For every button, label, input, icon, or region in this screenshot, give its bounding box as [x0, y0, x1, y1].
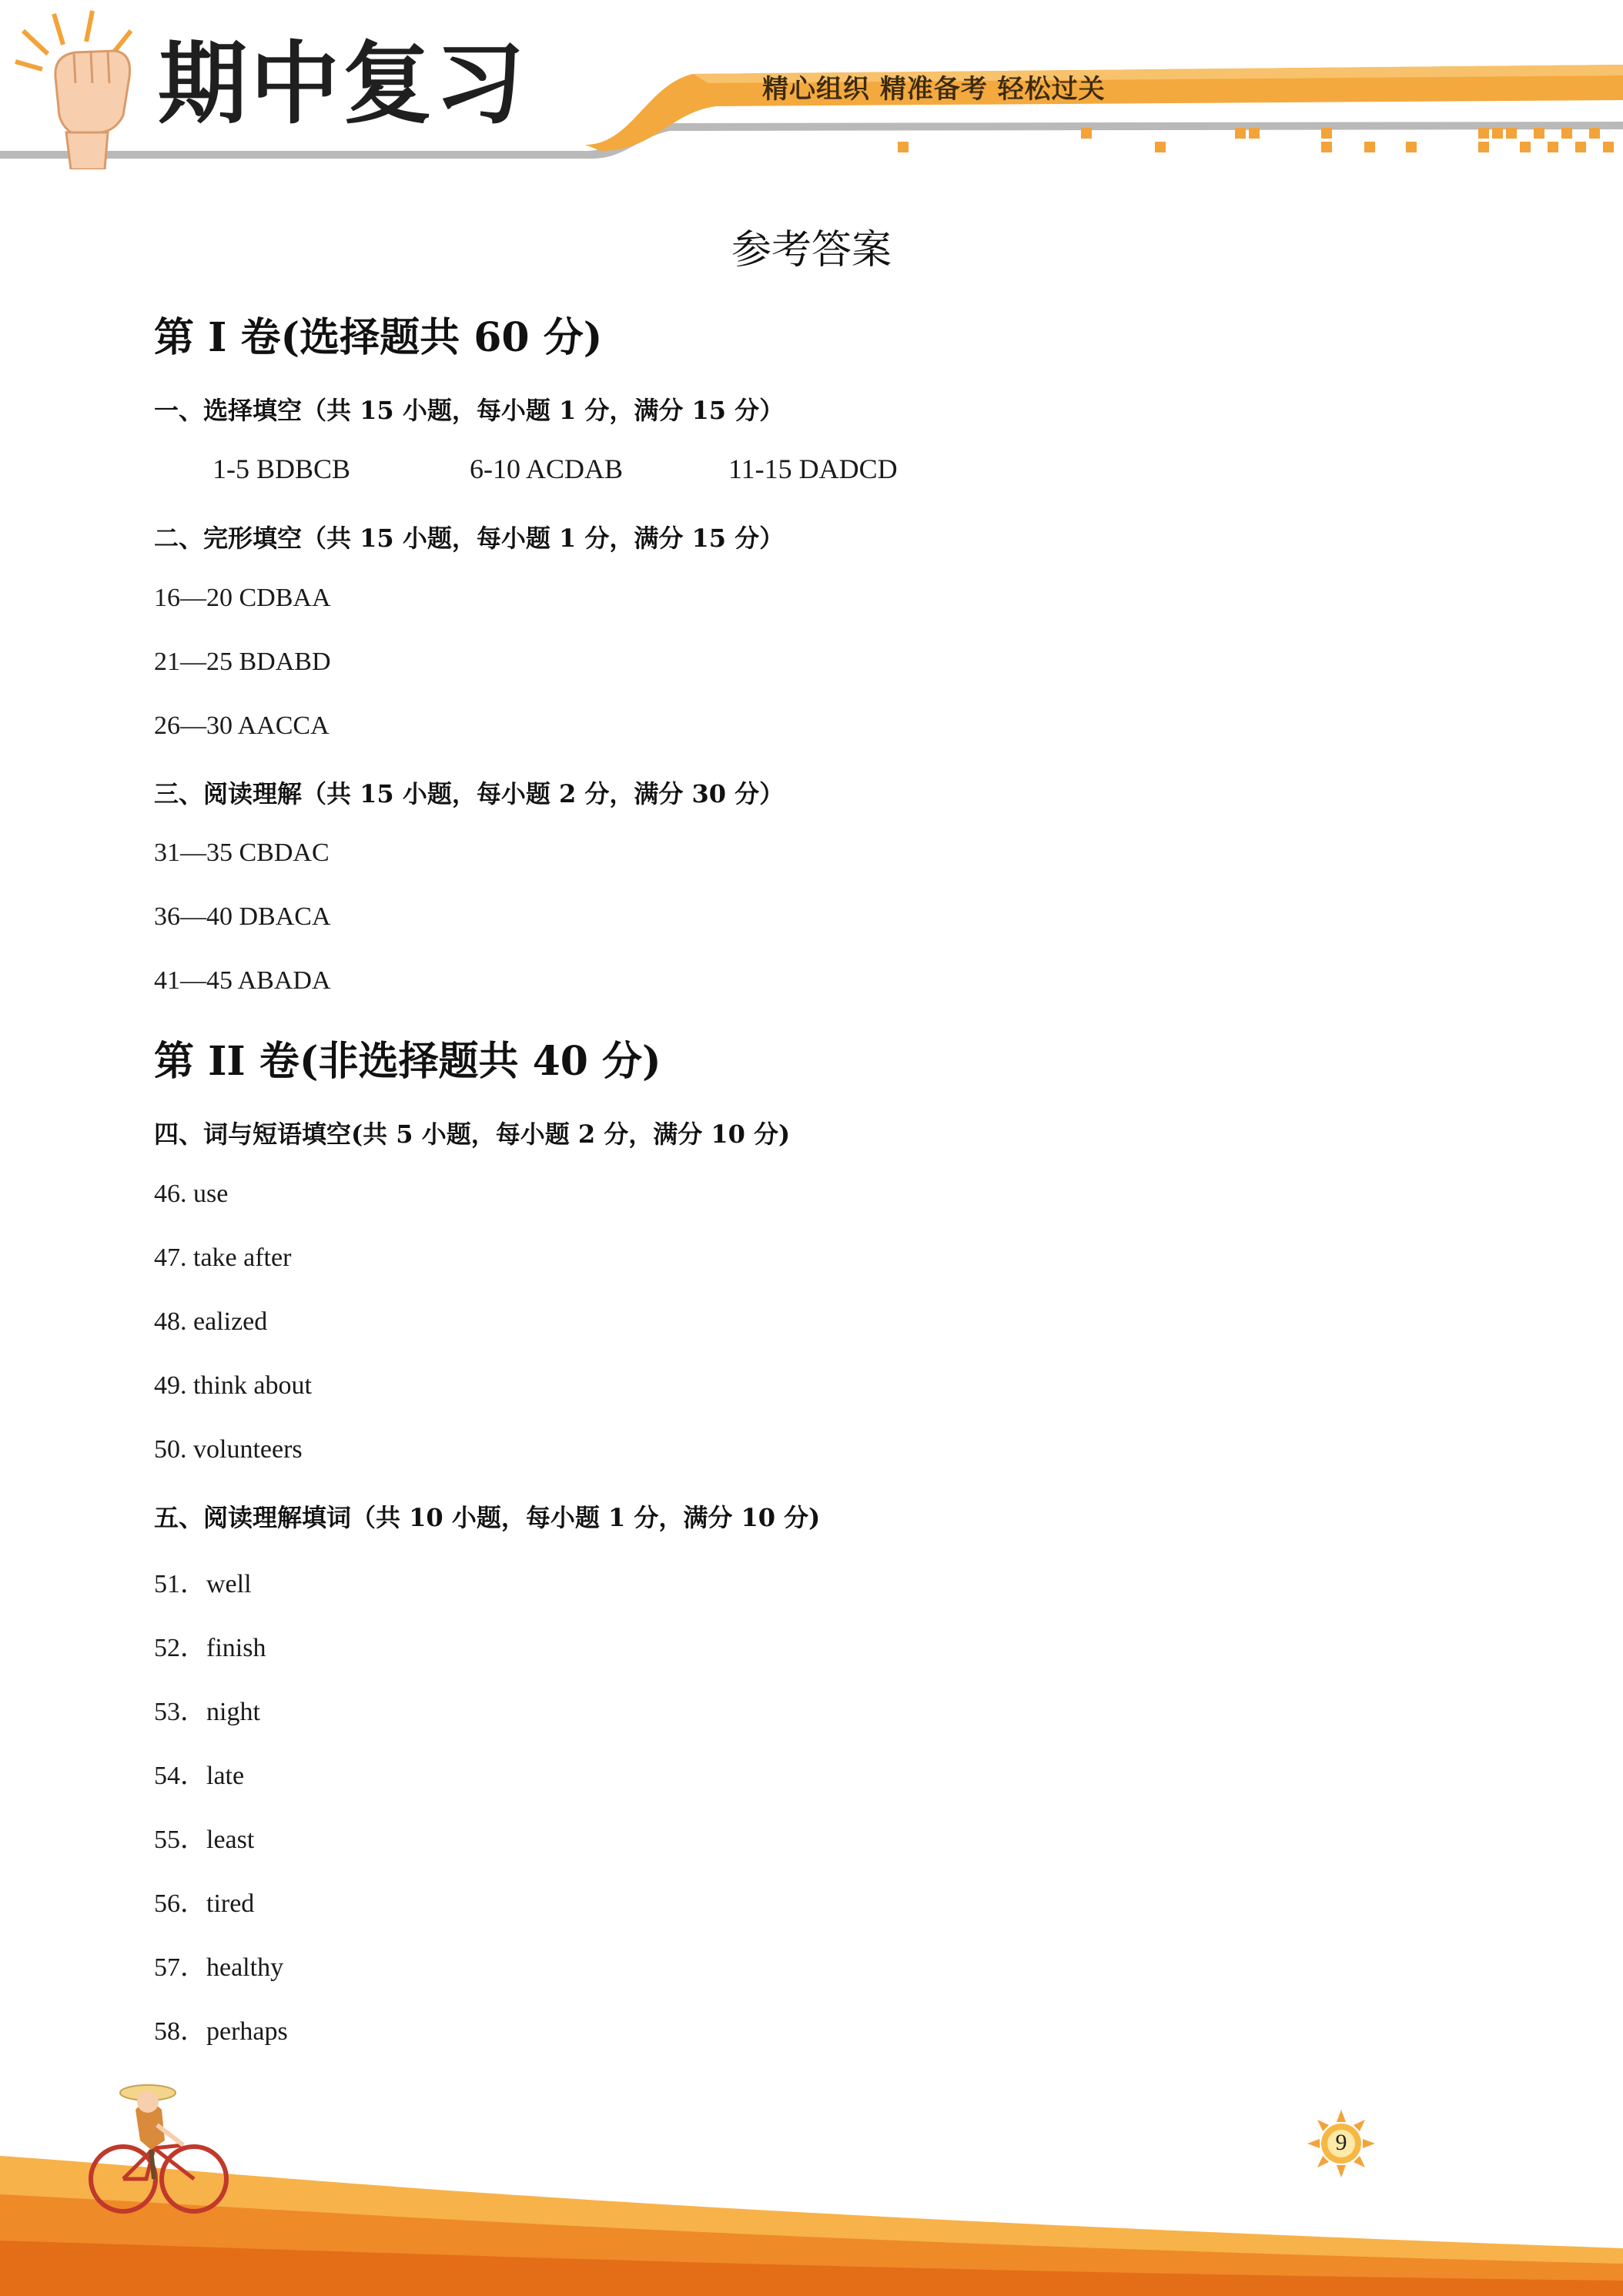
answer-item: 52．finish: [154, 1634, 266, 1662]
answer-item: 58．perhaps: [154, 2017, 288, 2046]
answer-item: 36—40 DBACA: [154, 902, 331, 931]
header-slogan: 精心组织 精准备考 轻松过关: [762, 74, 1106, 105]
answer-item: 50. volunteers: [154, 1435, 303, 1464]
answer-item: 57．healthy: [154, 1953, 284, 1982]
answer-item: 47. take after: [154, 1243, 292, 1272]
answer-item: 48. ealized: [154, 1307, 268, 1336]
answer-item: 6-10 ACDAB: [470, 454, 624, 484]
section1-answer-row: [0, 453, 1623, 491]
answer-item: 49. think about: [154, 1371, 312, 1400]
answer-item: 51．well: [154, 1570, 252, 1598]
answer-item: 26—30 AACCA: [154, 711, 330, 740]
answer-item: 54．late: [154, 1762, 245, 1790]
answer-item: 1-5 BDBCB: [212, 454, 351, 484]
document-title: 参考答案: [731, 227, 892, 273]
section2-heading: 二、完形填空（共 15 小题，每小题 1 分，满分 15 分）: [154, 524, 785, 553]
part1-heading: 第 I 卷(选择题共 60 分): [154, 314, 603, 361]
section4-heading: 四、词与短语填空(共 5 小题，每小题 2 分，满分 10 分): [154, 1120, 791, 1149]
answer-item: 11-15 DADCD: [728, 454, 898, 484]
fist-icon: [15, 11, 131, 169]
answer-item: 21—25 BDABD: [154, 648, 331, 676]
section1-heading: 一、选择填空（共 15 小题，每小题 1 分，满分 15 分）: [154, 396, 785, 425]
answer-item: 41—45 ABADA: [154, 966, 331, 995]
answer-item: 56．tired: [154, 1889, 255, 1918]
answer-item: 55．least: [154, 1826, 255, 1854]
section5-heading: 五、阅读理解填词（共 10 小题，每小题 1 分，满分 10 分): [154, 1503, 821, 1532]
part2-heading: 第 II 卷(非选择题共 40 分): [154, 1038, 661, 1085]
page-number: 9: [1335, 2130, 1347, 2155]
answer-item: 31—35 CBDAC: [154, 838, 330, 867]
page-header: [0, 0, 1623, 169]
answer-item: 16—20 CDBAA: [154, 584, 331, 612]
answer-item: 53．night: [154, 1698, 260, 1726]
page-footer: [0, 2079, 1623, 2296]
brand-title: 期中复习: [158, 32, 527, 136]
answer-item: 46. use: [154, 1180, 229, 1208]
section3-heading: 三、阅读理解（共 15 小题，每小题 2 分，满分 30 分）: [154, 779, 785, 808]
footer-graphic: [0, 2079, 1623, 2296]
